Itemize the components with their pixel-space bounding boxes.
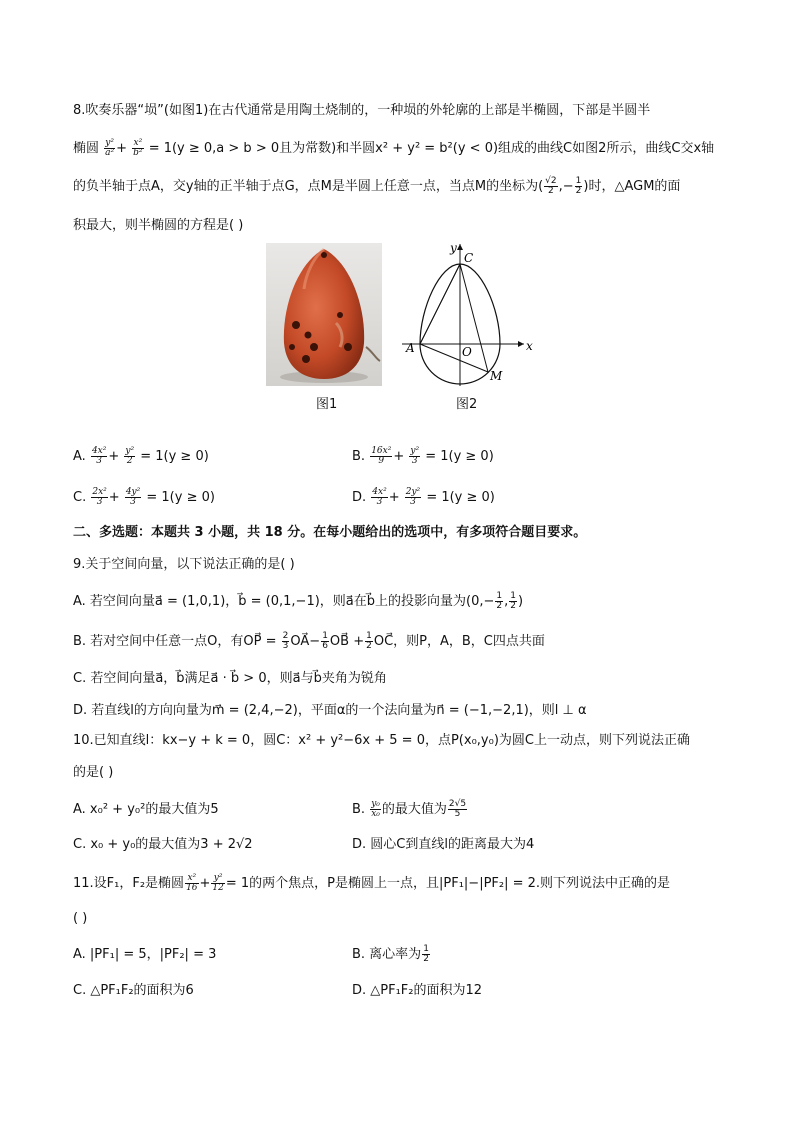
- q8-line2-eq: = 1(y ≥ 0,a > b > 0且为常数)和半圆x² + y² = b²(y < 0)组成的曲线C如图2所示，曲线C交x轴: [148, 141, 715, 156]
- q9-option-a[interactable]: A. 若空间向量a⃗ = (1,0,1)，b⃗ = (0,1,−1)，则a⃗在b⃗上的投影向量为(0,− $\frac{1}{2}$ , $\frac{1}{2}$ ): [73, 591, 524, 611]
- q8-line2: 椭圆 $\frac{\text{y²}}{\text{a²}}$ + $\frac{\text{x²}}{\text{b²}}$ = 1(y ≥ 0,a > b > 0且为常数)和半圆x² + y² = b²(y < 0)组成的曲线C如图2所示，曲线C交x轴: [73, 138, 715, 158]
- stem-text-tail: = 1的两个焦点，P是椭圆上一点，且|PF₁|−|PF₂| = 2.则下列说法中正确的是: [225, 876, 671, 891]
- q10-option-d[interactable]: D. 圆心C到直线l的距离最大为4: [352, 837, 535, 852]
- q9-option-d[interactable]: D. 若直线l的方向向量为m⃗ = (2,4,−2)，平面α的一个法向量为n⃗ = (−1,−2,1)，则l ⊥ α: [73, 703, 587, 718]
- figure2-caption: 图2: [456, 397, 478, 412]
- frac: $\frac{2}{3}$: [282, 631, 289, 651]
- option-label: B.: [352, 449, 366, 464]
- option-text: = 1(y ≥ 0): [426, 490, 495, 505]
- label-x-axis: x: [526, 339, 533, 353]
- frac: $\frac{\text{x²}}{16}$: [186, 873, 198, 893]
- option-label: B.: [352, 802, 366, 817]
- q10-stem2: 的是( ): [73, 765, 114, 780]
- option-label: C.: [73, 490, 87, 505]
- frac: $\frac{\text{4x²}}{3}$: [372, 487, 387, 507]
- label-y-axis: y: [450, 241, 457, 255]
- option-label: A.: [73, 449, 86, 464]
- frac: $\frac{\text{4y²}}{3}$: [125, 487, 141, 507]
- frac: $\frac{1}{6}$: [322, 631, 328, 651]
- frac: $\frac{2√5}{5}$: [448, 799, 467, 819]
- option-text: = 1(y ≥ 0): [425, 449, 494, 464]
- frac: $\frac{1}{2}$: [496, 591, 503, 611]
- frac: $\frac{\text{4x²}}{3}$: [91, 446, 107, 466]
- frac: $\frac{\text{y²}}{3}$: [410, 446, 420, 466]
- frac: $\frac{\text{2y²}}{3}$: [405, 487, 421, 507]
- frac: $\frac{\text{2x²}}{3}$: [92, 487, 107, 507]
- q11-stem: 11.设F₁，F₂是椭圆 $\frac{\text{x²}}{16}$ + $\frac{\text{y²}}{12}$ = 1的两个焦点，P是椭圆上一点，且|PF₁|−|PF₂| = 2.则下列说法中正确的是: [73, 873, 671, 893]
- option-label: D.: [352, 490, 367, 505]
- option-text: 的最大值为: [381, 802, 447, 817]
- frac-1-2: $\frac{1}{2}$: [575, 176, 582, 196]
- frac: $\frac{\text{y₀}}{\text{x₀}}$: [371, 799, 380, 819]
- figure2-diagram: [398, 238, 536, 388]
- figure1-xun-photo: [266, 243, 382, 386]
- frac: $\frac{\text{16x²}}{9}$: [371, 446, 392, 466]
- frac-sqrt2-2: $\frac{√2}{2}$: [545, 176, 557, 196]
- label-point-c: C: [464, 251, 474, 265]
- option-text: A. 若空间向量a⃗ = (1,0,1)，b⃗ = (0,1,−1)，则a⃗在b⃗上的投影向量为(0,−: [73, 594, 495, 609]
- label-point-a: A: [406, 341, 415, 355]
- option-text: = 1(y ≥ 0): [140, 449, 209, 464]
- q10-option-a[interactable]: A. x₀² + y₀²的最大值为5: [73, 802, 219, 817]
- q11-stem2: ( ): [73, 911, 88, 926]
- q8-line2-pre: 椭圆: [73, 141, 100, 156]
- frac: $\frac{1}{2}$: [510, 591, 516, 611]
- q8-option-a[interactable]: A. $\frac{\text{4x²}}{3}$ + $\frac{\text{y²}}{2}$ = 1(y ≥ 0): [73, 446, 209, 466]
- option-text: B. 若对空间中任意一点O，有OP⃗ =: [73, 634, 277, 649]
- q11-option-d[interactable]: D. △PF₁F₂的面积为12: [352, 983, 483, 998]
- q10-stem: 10.已知直线l：kx−y + k = 0，圆C：x² + y²−6x + 5 = 0，点P(x₀,y₀)为圆C上一动点，则下列说法正确: [73, 733, 690, 748]
- q11-option-c[interactable]: C. △PF₁F₂的面积为6: [73, 983, 194, 998]
- frac: $\frac{\text{y²}}{2}$: [125, 446, 135, 466]
- label-point-o: O: [462, 345, 472, 359]
- q8-line1: 8.吹奏乐器“埙”(如图1)在古代通常是用陶土烧制的，一种埙的外轮廓的上部是半椭圆，下部是半圆半: [73, 103, 651, 118]
- q10-option-b[interactable]: [352, 800, 468, 820]
- frac-y2-a2: $\frac{\text{y²}}{\text{a²}}$: [105, 138, 115, 158]
- option-text: B. 离心率为: [352, 947, 422, 962]
- q11-option-b[interactable]: [352, 945, 431, 965]
- q9-option-c[interactable]: C. 若空间向量a⃗，b⃗满足a⃗ · b⃗ > 0，则a⃗与b⃗夹角为锐角: [73, 671, 387, 686]
- q9-stem: 9.关于空间向量，以下说法正确的是( ): [73, 557, 295, 572]
- frac: $\frac{1}{2}$: [366, 631, 372, 651]
- q8-line3-tail: )时，△AGM的面: [583, 179, 681, 194]
- option-text-tail: ，则P，A，B，C四点共面: [393, 634, 545, 649]
- q10-option-c[interactable]: C. x₀ + y₀的最大值为3 + 2√2: [73, 837, 253, 852]
- q8-line3: 的负半轴于点A，交y轴的正半轴于点G，点M是半圆上任意一点，当点M的坐标为( $\frac{√2}{2}$ ,− $\frac{1}{2}$ )时，△AGM的面: [73, 176, 681, 196]
- section-heading: 二、多选题：本题共 3 小题，共 18 分。在每小题给出的选项中，有多项符合题目要求。: [73, 525, 587, 540]
- figure1-caption: 图1: [316, 397, 338, 412]
- q8-option-c[interactable]: C. $\frac{\text{2x²}}{3}$ + $\frac{\text{4y²}}{3}$ = 1(y ≥ 0): [73, 487, 215, 507]
- frac-x2-b2: $\frac{\text{x²}}{\text{b²}}$: [133, 138, 143, 158]
- frac: $\frac{1}{2}$: [423, 944, 429, 964]
- q9-option-b[interactable]: B. 若对空间中任意一点O，有OP⃗ = $\frac{2}{3}$ OA⃗− $\frac{1}{6}$ OB⃗ + $\frac{1}{2}$ OC⃗，则P，A，B，C四点共面: [73, 631, 545, 651]
- stem-text: 11.设F₁，F₂是椭圆: [73, 876, 185, 891]
- q8-line3-text: 的负半轴于点A，交y轴的正半轴于点G，点M是半圆上任意一点，当点M的坐标为(: [73, 179, 544, 194]
- frac: $\frac{\text{y²}}{12}$: [212, 873, 224, 893]
- q8-line4: 积最大，则半椭圆的方程是( ): [73, 218, 244, 233]
- q11-option-a[interactable]: A. |PF₁| = 5，|PF₂| = 3: [73, 947, 217, 962]
- label-point-m: M: [490, 369, 503, 383]
- q8-option-b[interactable]: B. $\frac{\text{16x²}}{9}$ + $\frac{\text{y²}}{3}$ = 1(y ≥ 0): [352, 446, 494, 466]
- q8-option-d[interactable]: D. $\frac{\text{4x²}}{3}$ + $\frac{\text{2y²}}{3}$ = 1(y ≥ 0): [352, 487, 495, 507]
- option-text: = 1(y ≥ 0): [146, 490, 215, 505]
